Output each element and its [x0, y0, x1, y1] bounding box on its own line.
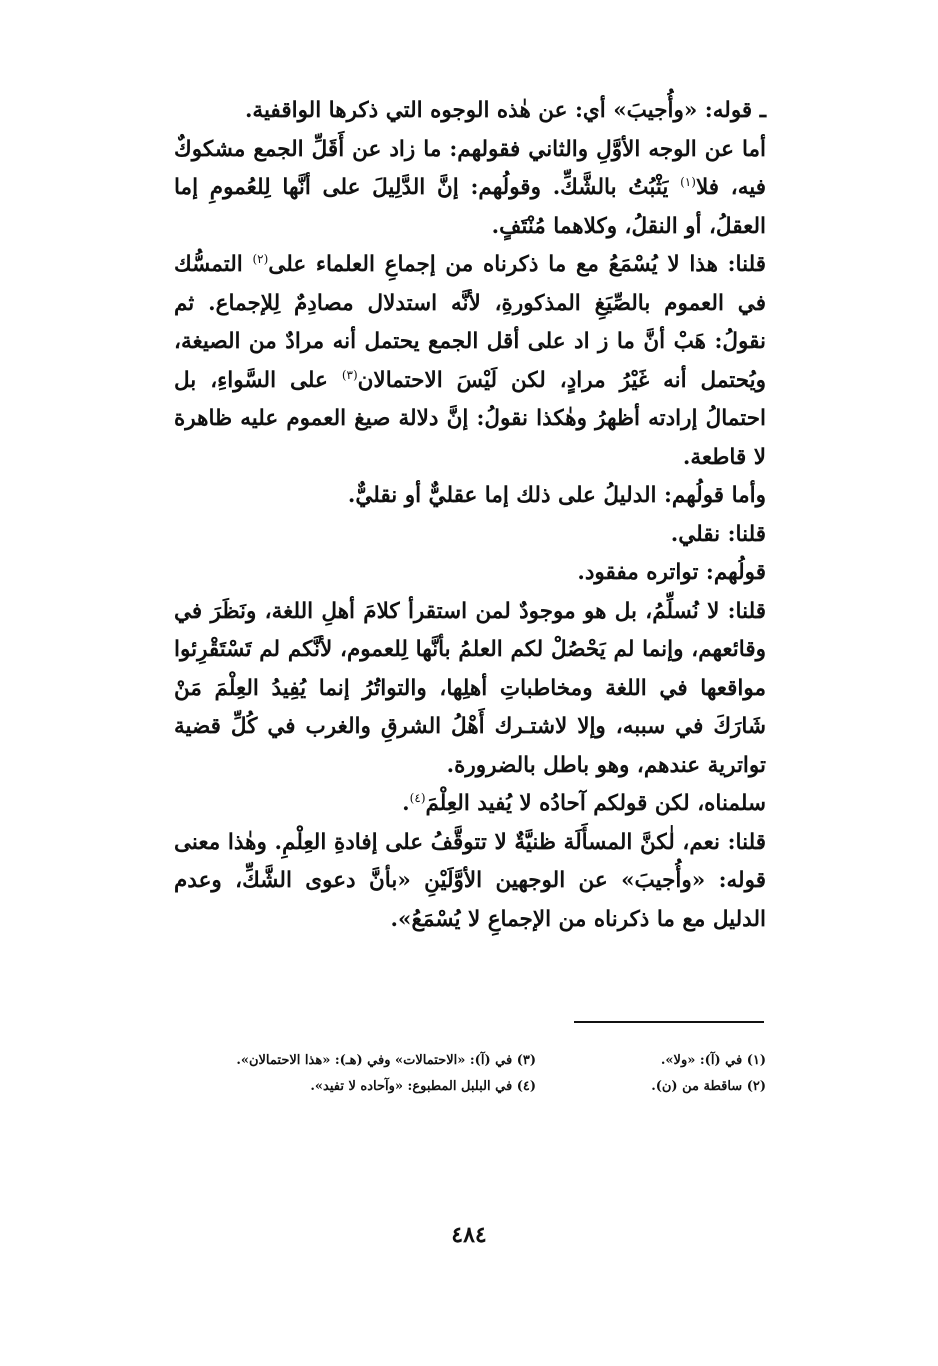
paragraph-text: قلنا: نعم، لٰكنَّ المسأَلَة ظنيَّةٌ لا تتوقَّفُ على إفادةِ العِلْمِ. وهٰذا معنى قوله: «وأُجيبَ» عن الوجهين الأوَّلَيْنِ «بأنَّ دعوى الشَّكِّ، وعدم الدليل مع ما ذكرناه من الإجماعِ لا يُسْمَعُ».	[174, 829, 766, 932]
paragraph-text: سلمناه، لكن قولكم آحادُه لا يُفيد العِلْمَ	[425, 791, 766, 816]
paragraph	[174, 246, 766, 477]
paragraph	[174, 554, 766, 593]
paragraph-text: قلنا: لا نُسلِّمُ، بل هو موجودٌ لمن استقرأ كلامَ أهلِ اللغة، ونَظَرَ في وقائعهم، وإنما لم يَحْصُلْ لكم العلمُ بأنَّها لِلعموم، لأنَّكم لم تَسْتَقْرِئوا مواقعها في اللغة ومخاطباتِ أهلِها، والتواتُرُ إنما يُفِيدُ العِلْمَ مَنْ شَارَكَ في سببه، وإلا لاشتـرك أَهْلُ الشرقِ والغرب في كُلِّ قضية تواترية عندهم، وهو باطل بالضرورة.	[174, 598, 766, 778]
paragraph-text: التمسُّك في العموم بالصِّيَغِ المذكورةِ، لأنَّه استدلال مصادِمٌ لِلإجماع. ثم نقولُ: هَبْ أنَّ ما ز اد على أقل الجمع يحتمل أنه مرادٌ من الصيغة، ويُحتمل أنه غَيْرُ مرادٍ، لكن لَيْسَ الاحتمالان	[174, 252, 766, 393]
paragraph	[174, 477, 766, 516]
footnote-reference: (٤)	[409, 790, 426, 805]
paragraph	[174, 92, 766, 131]
paragraph	[174, 824, 766, 940]
paragraph-text: ـ قوله: «وأُجيبَ» أي: عن هٰذه الوجوه التي ذكرها الواقفية.	[244, 98, 766, 123]
paragraph-text: قلنا: هذا لا يُسْمَعُ مع ما ذكرناه من إجماعِ العلماء على	[268, 252, 766, 277]
paragraph-text: قولُهم: تواتره مفقود.	[577, 560, 766, 585]
paragraph	[174, 785, 766, 824]
footnote-reference: (١)	[680, 174, 696, 189]
footnote-4: (٤) في البلبل المطبوع: «وآحاده لا تفيد».	[310, 1079, 536, 1094]
footnote-2: (٢) ساقطة من (ن).	[651, 1079, 766, 1094]
paragraph-text: أما عن الوجه الأوَّلِ والثاني فقولهم: ما زاد عن أَقَلِّ الجمع مشكوكٌ فيه، فلا	[174, 136, 767, 200]
paragraph-text: وأما قولُهم: الدليلُ على ذلك إما عقليٌّ أو نقليٌّ.	[347, 483, 766, 508]
paragraph-text: قلنا: نقلي.	[670, 521, 766, 547]
paragraph-text: يَثْبُتُ بالشَّكِّ. وقولُهم: إنَّ الدَّلِيلَ على أنَّها لِلعُمومِ إما العقلُ، أو النقلُ، وكلاهما مُنْتَفٍ.	[174, 175, 766, 239]
paragraph	[174, 516, 766, 555]
paragraph-text: على السَّواءِ، بل احتمالُ إرادته أظهرُ وهٰكذا نقولُ: إنَّ دلالة صيغ العموم عليه ظاهرة لا قاطعة.	[174, 367, 766, 470]
paragraph-text: .	[402, 791, 410, 816]
footnote-1: (١) في (آ): «ولا».	[660, 1053, 766, 1068]
footnotes-left-column	[166, 1048, 536, 1100]
paragraph	[174, 593, 766, 786]
body-text	[174, 92, 766, 939]
page-number: ٤٨٤	[451, 1222, 487, 1248]
footnotes-right-column	[546, 1048, 766, 1100]
footnote-3: (٣) في (آ): «الاحتمالات» وفي (هـ): «هذا الاحتمالان».	[236, 1053, 536, 1068]
footnote-separator	[574, 1021, 764, 1023]
footnote-reference: (٢)	[252, 251, 269, 266]
footnote-reference: (٣)	[341, 367, 358, 382]
paragraph	[174, 131, 766, 247]
